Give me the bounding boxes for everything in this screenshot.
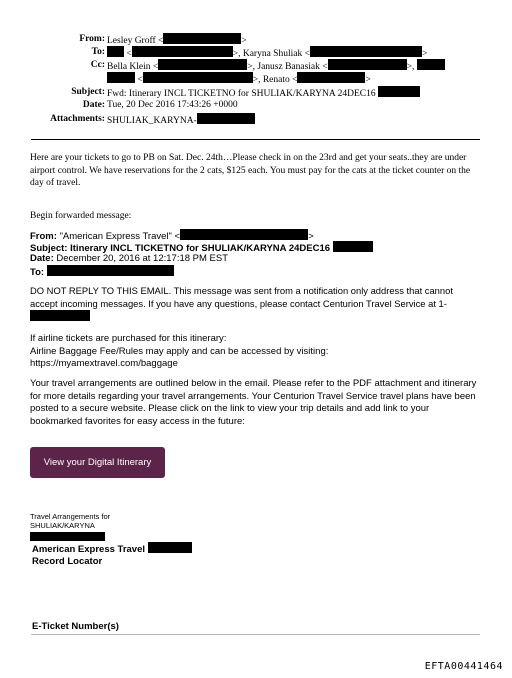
cc-name3: >, Renato < (252, 75, 298, 85)
airline-line-2: Airline Baggage Fee/Rules may apply and can be accessed by visiting: (30, 345, 329, 357)
redaction (163, 33, 241, 44)
arrangements-paragraph: Your travel arrangements are outlined below in the email. Please refer to the PDF attachment and itinerary for more details regarding your travel arrangements. Your Centurion Travel Service travel plans have been posted to a secure website. Please click on the link to view your trip details and add link to your bookmarked favorites for easy access in the future: (30, 378, 477, 427)
redaction (180, 229, 308, 240)
to-label: To: (91, 47, 105, 57)
airline-block (30, 333, 480, 371)
attachments-label: Attachments: (50, 114, 105, 124)
cc-name1: Bella Klein < (107, 62, 159, 72)
intro-paragraph: Here are your tickets to go to PB on Sat. Dec. 24th…Please check in on the 23rd and get your seats..they are under airport control. We have reservations for the 2 cats, $125 each. You must pay for the cats at the ticket counter on the day of travel. (30, 153, 471, 188)
redaction (378, 86, 420, 97)
header-divider (31, 139, 480, 140)
baggage-link[interactable]: https://myamextravel.com/baggage (30, 358, 178, 369)
fwd-to-row (30, 265, 174, 279)
redaction (30, 532, 105, 541)
redaction (417, 59, 445, 70)
eticket-heading: E-Ticket Number(s) (32, 621, 119, 632)
fwd-from-value: "American Express Travel" < (59, 231, 181, 242)
amex-line-1: American Express Travel (32, 544, 146, 555)
to-tail: > (421, 49, 428, 59)
redaction (107, 46, 124, 57)
begin-forwarded: Begin forwarded message: (30, 211, 132, 221)
fwd-subject-label: Subject: (30, 243, 68, 254)
cc-tail1: >, (406, 62, 415, 72)
cc-tail2: > (365, 75, 371, 85)
redaction (30, 310, 90, 321)
cc-mid: < (137, 75, 143, 85)
redaction (158, 59, 247, 70)
cc-name2: >, Janusz Banasiak < (247, 62, 328, 72)
cc-label: Cc: (90, 60, 105, 70)
from-tail: > (241, 36, 247, 46)
no-reply-text: DO NOT REPLY TO THIS EMAIL. This message was sent from a notification only address that cannot accept incoming messages. If you have any questions, please contact Centurion Travel Service at 1- (30, 285, 453, 309)
redaction (333, 241, 373, 252)
date-label: Date: (82, 100, 105, 110)
no-reply-paragraph (30, 285, 475, 324)
redaction (297, 72, 365, 83)
redaction (310, 46, 422, 57)
arrangements-name: SHULIAK/KARYNA (30, 521, 95, 530)
subject-value: Fwd: Itinerary INCL TICKETNO for SHULIAK/KARYNA 24DEC16 (107, 89, 376, 99)
fwd-from-label: From: (30, 231, 57, 242)
fwd-subject-value: Itinerary INCL TICKETNO for SHULIAK/KARYNA 24DEC16 (70, 243, 331, 254)
to-mid: < (126, 49, 132, 59)
airline-line-1: If airline tickets are purchased for this itinerary: (30, 333, 227, 344)
redaction (143, 72, 253, 83)
redaction (107, 72, 135, 83)
arrangements-for-label: Travel Arrangements for (30, 512, 111, 521)
fwd-date-label: Date: (30, 253, 54, 264)
amex-line-2: Record Locator (32, 555, 103, 567)
document-id: EFTA00441464 (424, 661, 503, 672)
to-name2: >, Karyna Shuliak < (232, 49, 310, 59)
redaction (148, 542, 192, 553)
record-locator (32, 542, 192, 567)
redaction (197, 113, 255, 124)
from-label: From: (79, 34, 105, 44)
eticket-divider (31, 634, 480, 635)
from-name: Lesley Groff < (107, 36, 164, 46)
fwd-date-value: December 20, 2016 at 12:17:18 PM EST (56, 253, 229, 264)
date-value: Tue, 20 Dec 2016 17:43:26 +0000 (107, 100, 238, 110)
attachments-value[interactable]: SHULIAK_KARYNA- (107, 116, 197, 126)
redaction (132, 46, 233, 57)
fwd-date-row (30, 253, 228, 265)
redaction (328, 59, 407, 70)
subject-label: Subject: (71, 87, 105, 97)
redaction (47, 265, 174, 276)
arrangements-for (30, 512, 110, 542)
view-itinerary-button[interactable]: View your Digital Itinerary (30, 447, 165, 478)
fwd-from-tail: > (308, 231, 314, 242)
fwd-to-label: To: (30, 267, 45, 278)
